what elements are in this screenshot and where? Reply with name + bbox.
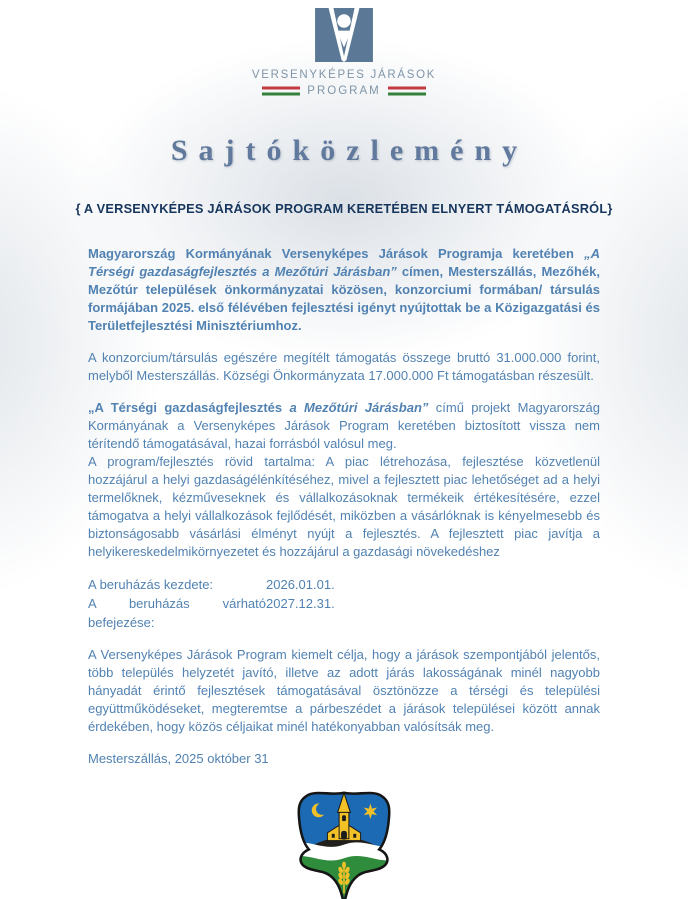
- map-pin-v-logo-icon: [315, 8, 373, 62]
- logo-program-row: [0, 85, 688, 97]
- investment-dates: [88, 575, 600, 632]
- paragraph-project-block: [88, 399, 600, 561]
- press-release-body: [0, 245, 688, 768]
- date-row-end: [88, 594, 600, 632]
- hungarian-flag-right-icon: [388, 86, 426, 96]
- date-row-start: [88, 575, 600, 594]
- paragraph-project-funding: [88, 399, 600, 453]
- date-start-value: 2026.01.01.: [266, 577, 335, 592]
- dateline-signoff: Mesterszállás, 2025 október 31: [88, 751, 269, 766]
- project-quote-italic: a Mezőtúri Járásban”: [289, 400, 429, 415]
- logo-org-name: VERSENYKÉPES JÁRÁSOK: [251, 69, 437, 81]
- program-logo: [0, 0, 688, 97]
- crest-container: [0, 784, 688, 899]
- press-release-title: Sajtóközlemény: [170, 134, 529, 167]
- date-end-label: A beruházás várható befejezése:: [88, 596, 266, 630]
- project-funding-rest: című projekt Magyarország Kormányának a Versenyképes Járások Program keretében biztosított vissza nem térítendő támogatásával, hazai forrásból valósul meg.: [88, 400, 600, 451]
- logo-program-label: PROGRAM: [307, 85, 381, 97]
- municipal-coat-of-arms-icon: [290, 784, 398, 899]
- intro-text-lead: Magyarország Kormányának Versenyképes Járások Programja keretében: [88, 246, 585, 261]
- hungarian-flag-left-icon: [262, 86, 300, 96]
- intro-text-rest: címen, Mesterszállás, Mezőhék, Mezőtúr települések önkormányzatai közösen, konzorciumi formában/ társulás formájában 2025. első félévében fejlesztési igényt nyújtottak be a Közigazgatási és Területfejlesztési Minisztériumhoz.: [88, 264, 600, 333]
- paragraph-program-goal: A Versenyképes Járások Program kiemelt célja, hogy a járások szempontjából jelentős, több település helyzetét javító, illetve az adott járás lakosságának minél nagyobb hányadát érintő fejlesztések támogatásával ösztönözze a térségi és települési együttműködéseket, megteremtse a párbeszédet a járások települései között annak érdekében, hogy közös céljaikat minél hatékonyabban valósítsák meg.: [88, 647, 600, 734]
- date-end-value: 2027.12.31.: [266, 596, 335, 611]
- date-start-label: A beruházás kezdete:: [88, 577, 214, 592]
- paragraph-program-summary: A program/fejlesztés rövid tartalma: A piac létrehozása, fejlesztése közvetlenül hozzájárul a helyi gazdaságélénkítéséhez, mivel a fejlesztett piac lehetőséget ad a helyi termelőknek, kézműveseknek és vállalkozásoknak termékeik értékesítésére, ezzel támogatva a helyi vállalkozások fejlődését, miközben a vásárlóknak is kényelmesebb és biztonságosabb vásárlási élményt nyújt a fejlesztés. A fejlesztett piac javítja a helyikereskedelmikörnyezetet és hozzájárul a gazdasági növekedéshez: [88, 454, 600, 559]
- project-quote-lead: „A Térségi gazdaságfejlesztés: [88, 400, 290, 415]
- paragraph-intro: [88, 245, 600, 335]
- project-title-quote: „A Térségi gazdaságfejlesztés a Mezőtúri Járásban”: [88, 246, 600, 279]
- press-release-subtitle: { A VERSENYKÉPES JÁRÁSOK PROGRAM KERETÉBEN ELNYERT TÁMOGATÁSRÓL}: [75, 201, 613, 216]
- paragraph-grant-amount: A konzorcium/társulás egészére megítélt támogatás összege bruttó 31.000.000 forint, melyből Mesterszállás. Községi Önkormányzata 17.000.000 Ft támogatásban részesült.: [88, 350, 600, 383]
